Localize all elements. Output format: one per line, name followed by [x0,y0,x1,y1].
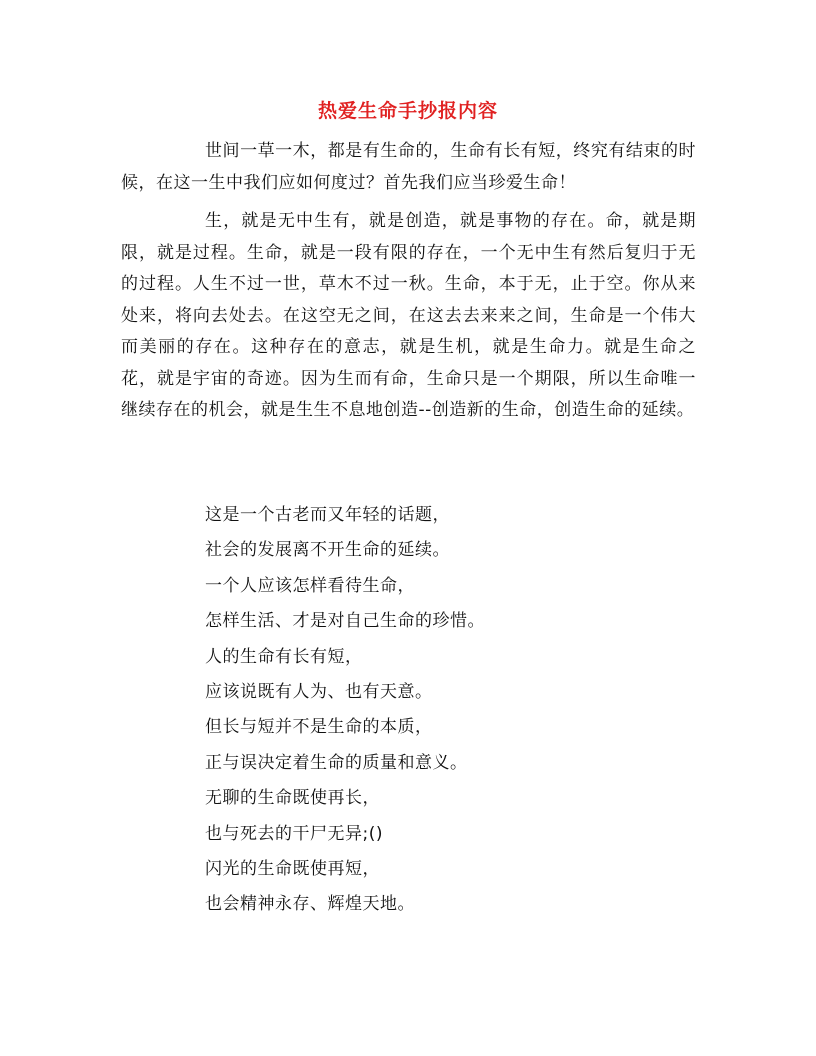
verse-line: 应该说既有人为、也有天意。 [205,682,433,703]
verse-line: 也会精神永存、辉煌天地。 [205,894,415,915]
verse-line: 闪光的生命既使再短， [205,859,380,880]
verse-line: 怎样生活、才是对自己生命的珍惜。 [205,611,485,632]
verse-line: 人的生命有长有短， [205,646,363,667]
verse-block [205,498,485,923]
verse-line: 一个人应该怎样看待生命， [205,575,415,596]
verse-line: 正与误决定着生命的质量和意义。 [205,752,468,773]
verse-line: 这是一个古老而又年轻的话题， [205,505,450,525]
verse-line: 社会的发展离不开生命的延续。 [205,540,450,561]
verse-line: 无聊的生命既使再长， [205,788,380,809]
verse-line: 但长与短并不是生命的本质， [205,717,433,738]
paragraph-text: 生，就是无中生有，就是创造，就是事物的存在。命，就是期限，就是过程。生命，就是一段有限的存在，一个无中生有然后复归于无的过程。人生不过一世，草木不过一秋。生命，本于无，止于空。你从来处来，将向去处去。在这空无之间，在这去去来来之间，生命是一个伟大而美丽的存在。这种存在的意志，就是生机，就是生命力。就是生命之花，就是宇宙的奇迹。因为生而有命，生命只是一个期限，所以生命唯一继续存在的机会，就是生生不息地创造--创造新的生命，创造生命的延续。 [121,211,696,420]
document-title: 热爱生命手抄报内容 [317,100,498,122]
paragraph-text: 世间一草一木，都是有生命的，生命有长有短，终究有结束的时候，在这一生中我们应如何度过？首先我们应当珍爱生命！ [121,141,696,193]
paragraph-intro [121,136,696,199]
verse-line: 也与死去的干尸无异;() [205,823,383,844]
paragraph-life-meaning [121,206,696,427]
